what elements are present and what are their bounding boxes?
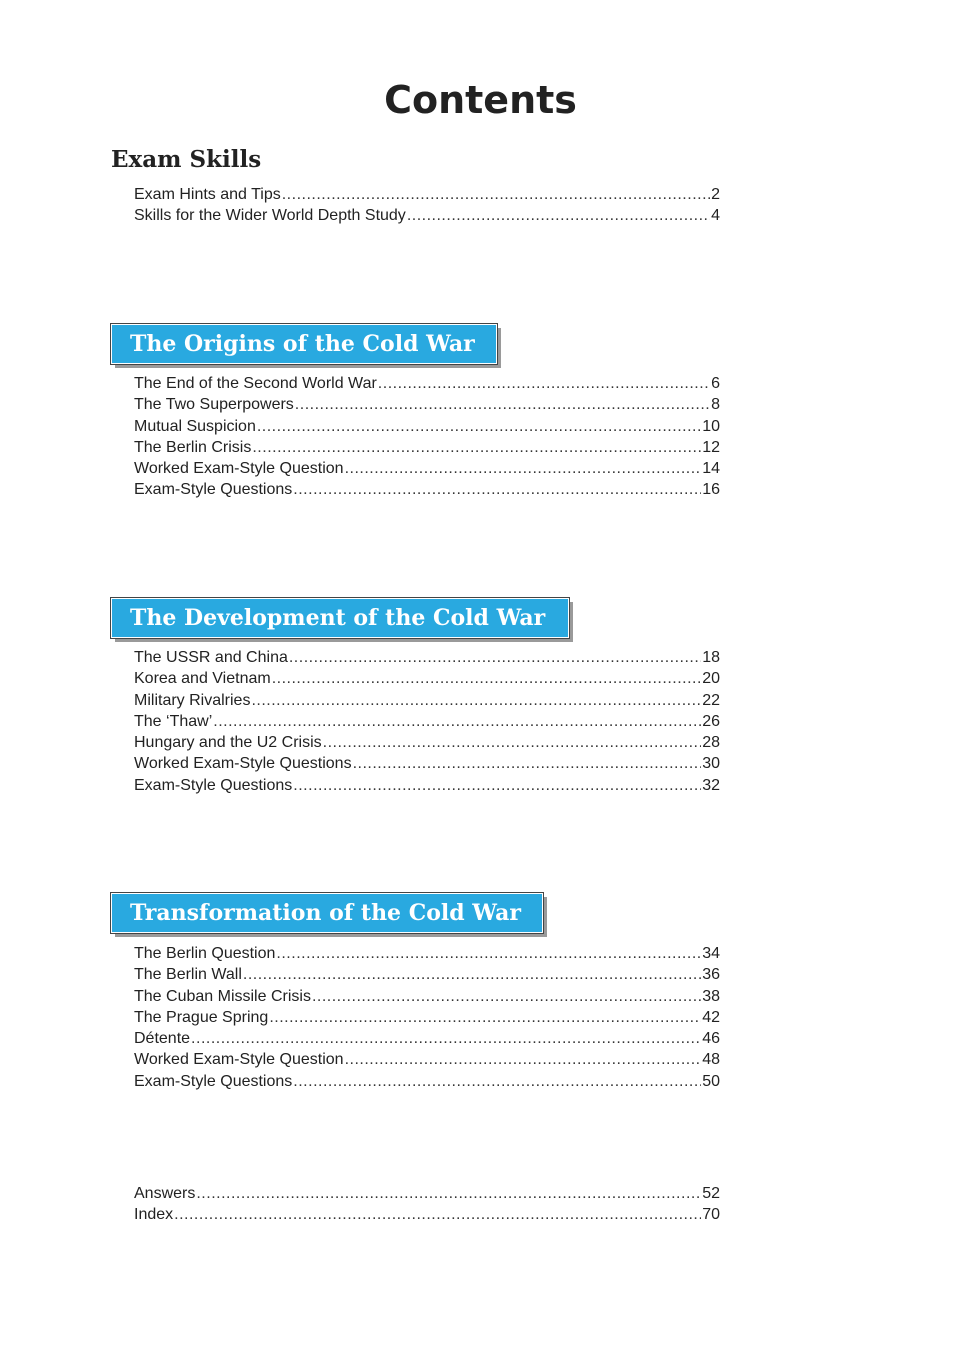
section-list-transformation bbox=[134, 943, 720, 1092]
entry-page: 30 bbox=[702, 755, 720, 773]
toc-entry[interactable] bbox=[134, 647, 720, 668]
entry-title: The Prague Spring bbox=[134, 1008, 269, 1026]
toc-entry[interactable] bbox=[134, 753, 720, 774]
dot-leader bbox=[243, 964, 701, 985]
dot-leader bbox=[282, 184, 710, 205]
toc-entry[interactable] bbox=[134, 184, 720, 205]
dot-leader bbox=[191, 1028, 701, 1049]
entry-title: Skills for the Wider World Depth Study bbox=[134, 207, 406, 225]
dot-leader bbox=[289, 647, 701, 668]
entry-title: Military Rivalries bbox=[134, 691, 251, 709]
entry-title: The Two Superpowers bbox=[134, 396, 294, 414]
dot-leader bbox=[293, 479, 701, 500]
toc-entry[interactable] bbox=[134, 668, 720, 689]
entry-page: 28 bbox=[702, 734, 720, 752]
section-heading: Transformation of the Cold War bbox=[130, 900, 521, 926]
entry-page: 34 bbox=[702, 945, 720, 962]
entry-title: The ‘Thaw’ bbox=[134, 712, 213, 730]
entry-title: Mutual Suspicion bbox=[134, 417, 256, 435]
entry-title: Exam-Style Questions bbox=[134, 776, 293, 794]
entry-page: 32 bbox=[702, 776, 720, 794]
entry-page: 38 bbox=[702, 987, 720, 1005]
entry-page: 22 bbox=[702, 691, 720, 709]
dot-leader bbox=[295, 394, 710, 415]
toc-entry[interactable] bbox=[134, 986, 720, 1007]
section-heading: The Origins of the Cold War bbox=[130, 331, 475, 357]
entry-title: Worked Exam-Style Questions bbox=[134, 755, 352, 773]
section-list-origins bbox=[134, 373, 720, 501]
entry-title: The Berlin Question bbox=[134, 945, 276, 962]
exam-skills-list bbox=[134, 184, 720, 227]
dot-leader bbox=[251, 690, 701, 711]
entry-page: 12 bbox=[702, 438, 720, 456]
entry-page: 4 bbox=[711, 207, 720, 225]
entry-title: Worked Exam-Style Question bbox=[134, 1051, 344, 1069]
entry-page: 20 bbox=[702, 670, 720, 688]
end-matter-list bbox=[134, 1183, 720, 1226]
entry-page: 6 bbox=[711, 375, 720, 392]
toc-entry[interactable] bbox=[134, 1071, 720, 1092]
page-title: Contents bbox=[384, 78, 577, 122]
toc-entry[interactable] bbox=[134, 479, 720, 500]
entry-title: Index bbox=[134, 1206, 174, 1224]
entry-title: The End of the Second World War bbox=[134, 375, 377, 392]
entry-title: Worked Exam-Style Question bbox=[134, 460, 344, 478]
dot-leader bbox=[269, 1007, 701, 1028]
section-banner-development bbox=[111, 598, 569, 638]
toc-entry[interactable] bbox=[134, 711, 720, 732]
entry-title: The Cuban Missile Crisis bbox=[134, 987, 311, 1005]
toc-entry[interactable] bbox=[134, 373, 720, 394]
entry-page: 36 bbox=[702, 966, 720, 984]
entry-title: Answers bbox=[134, 1185, 196, 1202]
entry-page: 16 bbox=[702, 481, 720, 499]
section-banner-transformation bbox=[111, 893, 543, 933]
toc-entry[interactable] bbox=[134, 1204, 720, 1225]
entry-title: Korea and Vietnam bbox=[134, 670, 271, 688]
dot-leader bbox=[323, 732, 702, 753]
entry-title: The Berlin Wall bbox=[134, 966, 242, 984]
entry-page: 14 bbox=[702, 460, 720, 478]
entry-page: 18 bbox=[702, 649, 720, 666]
entry-page: 46 bbox=[702, 1030, 720, 1048]
dot-leader bbox=[276, 943, 701, 964]
entry-title: Exam-Style Questions bbox=[134, 481, 293, 499]
section-banner-origins bbox=[111, 324, 497, 364]
entry-title: Exam-Style Questions bbox=[134, 1072, 293, 1090]
dot-leader bbox=[293, 775, 701, 796]
entry-page: 8 bbox=[711, 396, 720, 414]
entry-page: 10 bbox=[702, 417, 720, 435]
dot-leader bbox=[252, 437, 701, 458]
toc-entry[interactable] bbox=[134, 458, 720, 479]
toc-entry[interactable] bbox=[134, 1007, 720, 1028]
section-list-development bbox=[134, 647, 720, 796]
exam-skills-heading: Exam Skills bbox=[111, 146, 262, 173]
dot-leader bbox=[345, 1049, 702, 1070]
dot-leader bbox=[353, 753, 702, 774]
entry-page: 26 bbox=[702, 712, 720, 730]
toc-entry[interactable] bbox=[134, 416, 720, 437]
toc-entry[interactable] bbox=[134, 943, 720, 964]
entry-title: Hungary and the U2 Crisis bbox=[134, 734, 322, 752]
section-heading: The Development of the Cold War bbox=[130, 605, 546, 631]
entry-page: 52 bbox=[702, 1185, 720, 1202]
toc-entry[interactable] bbox=[134, 394, 720, 415]
dot-leader bbox=[196, 1183, 701, 1204]
entry-title: The USSR and China bbox=[134, 649, 288, 666]
entry-page: 42 bbox=[702, 1008, 720, 1026]
entry-page: 70 bbox=[702, 1206, 720, 1224]
dot-leader bbox=[293, 1071, 701, 1092]
toc-entry[interactable] bbox=[134, 1028, 720, 1049]
entry-title: Détente bbox=[134, 1030, 191, 1048]
dot-leader bbox=[257, 416, 701, 437]
dot-leader bbox=[345, 458, 702, 479]
dot-leader bbox=[407, 205, 710, 226]
entry-page: 50 bbox=[702, 1072, 720, 1090]
toc-entry[interactable] bbox=[134, 437, 720, 458]
toc-entry[interactable] bbox=[134, 205, 720, 226]
dot-leader bbox=[213, 711, 701, 732]
entry-title: Exam Hints and Tips bbox=[134, 186, 281, 203]
dot-leader bbox=[272, 668, 702, 689]
toc-entry[interactable] bbox=[134, 690, 720, 711]
entry-page: 2 bbox=[711, 186, 720, 203]
toc-entry[interactable] bbox=[134, 964, 720, 985]
dot-leader bbox=[174, 1204, 701, 1225]
dot-leader bbox=[378, 373, 710, 394]
entry-page: 48 bbox=[702, 1051, 720, 1069]
dot-leader bbox=[312, 986, 701, 1007]
toc-entry[interactable] bbox=[134, 1183, 720, 1204]
entry-title: The Berlin Crisis bbox=[134, 438, 252, 456]
toc-entry[interactable] bbox=[134, 1049, 720, 1070]
toc-entry[interactable] bbox=[134, 775, 720, 796]
toc-entry[interactable] bbox=[134, 732, 720, 753]
